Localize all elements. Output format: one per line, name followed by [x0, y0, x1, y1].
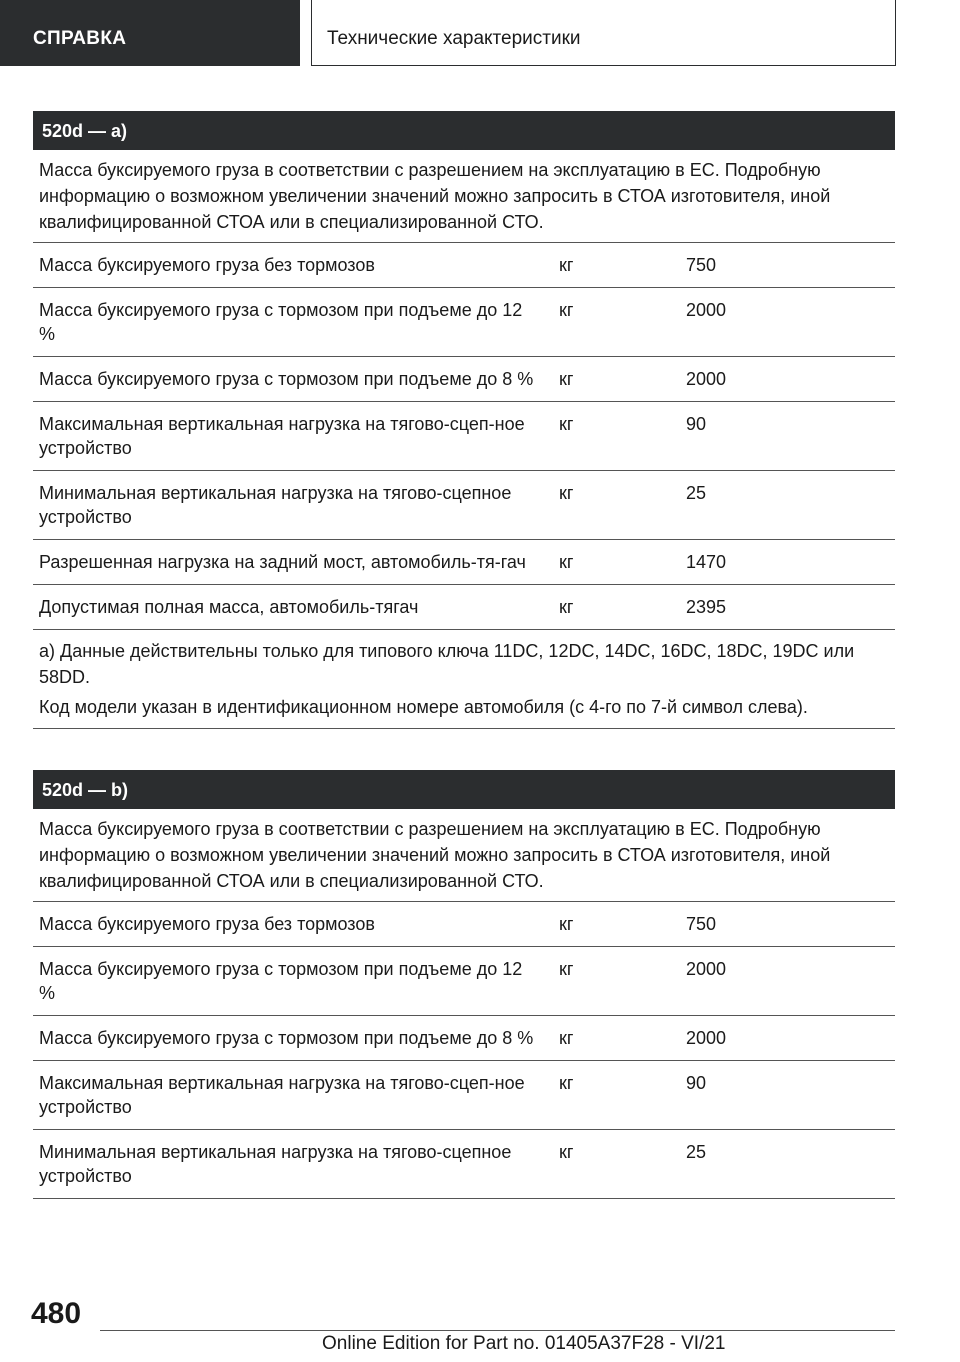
row-unit: кг [559, 959, 574, 979]
table-title: 520d — a) [33, 111, 895, 150]
row-value: 90 [686, 1073, 707, 1093]
row-unit: кг [559, 255, 574, 275]
row-unit: кг [559, 414, 574, 434]
chapter-title: Технические характеристики [311, 0, 896, 66]
row-unit: кг [559, 300, 574, 320]
row-value: 2000 [686, 369, 727, 389]
row-value: 25 [686, 483, 707, 503]
row-name: Масса буксируемого груза с тормозом при подъеме до 12 % [39, 300, 523, 344]
row-value: 2395 [686, 597, 727, 617]
row-unit: кг [559, 914, 574, 934]
table-row [33, 902, 895, 947]
row-value: 2000 [686, 959, 727, 979]
row-name: Масса буксируемого груза с тормозом при подъеме до 8 % [39, 1028, 534, 1048]
table-intro: Масса буксируемого груза в соответствии с разрешением на эксплуатацию в ЕС. Подробную информацию о возможном увеличении значений можно запросить в СТОА изготовителя, иной квалифицированной СТОА или в специализированной СТО. [33, 809, 895, 902]
table-intro: Масса буксируемого груза в соответствии с разрешением на эксплуатацию в ЕС. Подробную информацию о возможном увеличении значений можно запросить в СТОА изготовителя, иной квалифицированной СТОА или в специализированной СТО. [33, 150, 895, 243]
section-tab: СПРАВКА [0, 0, 300, 66]
row-value: 750 [686, 255, 717, 275]
row-unit: кг [559, 1028, 574, 1048]
table-row [33, 471, 895, 540]
row-value: 25 [686, 1142, 707, 1162]
page-number: 480 [31, 1297, 82, 1330]
table-row [33, 1130, 895, 1199]
row-unit: кг [559, 1142, 574, 1162]
table-row [33, 243, 895, 288]
row-name: Масса буксируемого груза с тормозом при подъеме до 12 % [39, 959, 523, 1003]
row-unit: кг [559, 597, 574, 617]
footnote: Код модели указан в идентификационном номере автомобиля (с 4-го по 7-й символ слева). [33, 690, 895, 729]
table-row [33, 288, 895, 357]
table-row [33, 540, 895, 585]
row-name: Разрешенная нагрузка на задний мост, автомобиль-тя-гач [39, 552, 526, 572]
row-unit: кг [559, 369, 574, 389]
row-name: Максимальная вертикальная нагрузка на тягово-сцеп-ное устройство [39, 414, 525, 458]
table-row [33, 357, 895, 402]
footnote: a) Данные действительны только для типового ключа 11DC, 12DC, 14DC, 16DC, 18DC, 19DC или 58DD. [39, 641, 855, 687]
row-name: Допустимая полная масса, автомобиль-тягач [39, 597, 419, 617]
table-title: 520d — b) [33, 770, 895, 809]
spec-table-520d-b [33, 770, 895, 1199]
table-row [33, 585, 895, 630]
row-unit: кг [559, 483, 574, 503]
table-row [33, 1016, 895, 1061]
row-name: Масса буксируемого груза без тормозов [39, 255, 375, 275]
row-name: Максимальная вертикальная нагрузка на тягово-сцеп-ное устройство [39, 1073, 525, 1117]
row-value: 1470 [686, 552, 727, 572]
table-row [33, 947, 895, 1016]
table-row [33, 402, 895, 471]
row-name: Минимальная вертикальная нагрузка на тягово-сцепное устройство [39, 1142, 512, 1186]
footer-divider [100, 1330, 895, 1331]
row-unit: кг [559, 1073, 574, 1093]
spec-table-520d-a [33, 111, 895, 729]
row-value: 2000 [686, 300, 727, 320]
row-value: 2000 [686, 1028, 727, 1048]
row-value: 90 [686, 414, 707, 434]
row-name: Масса буксируемого груза без тормозов [39, 914, 375, 934]
page-header [0, 0, 960, 66]
row-name: Минимальная вертикальная нагрузка на тягово-сцепное устройство [39, 483, 512, 527]
row-value: 750 [686, 914, 717, 934]
row-unit: кг [559, 552, 574, 572]
row-name: Масса буксируемого груза с тормозом при подъеме до 8 % [39, 369, 534, 389]
table-row [33, 1061, 895, 1130]
edition-note: Online Edition for Part no. 01405A37F28 - VI/21 [322, 1333, 726, 1354]
